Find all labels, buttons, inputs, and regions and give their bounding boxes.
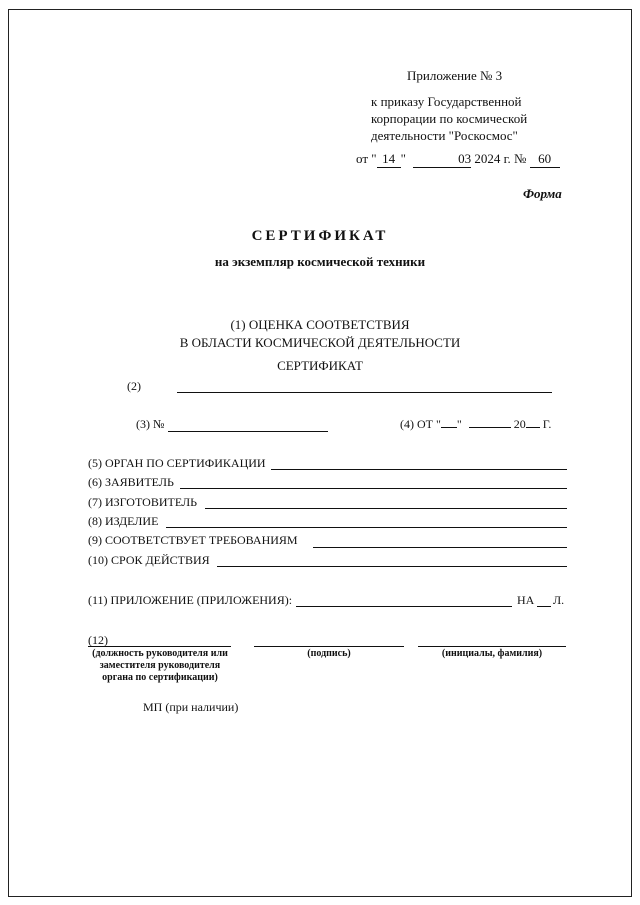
stamp-label: МП (при наличии) <box>143 700 239 714</box>
field-11-pages-line[interactable] <box>537 606 551 607</box>
field-3-line[interactable] <box>168 431 328 432</box>
field-10-line[interactable] <box>217 566 567 567</box>
signature-line[interactable] <box>254 646 404 647</box>
field-5-line[interactable] <box>271 469 567 470</box>
order-day: 14 <box>377 151 401 168</box>
position-line[interactable] <box>88 646 231 647</box>
field-9-label: (9) СООТВЕТСТВУЕТ ТРЕБОВАНИЯМ <box>88 533 298 547</box>
field-4-month-blank[interactable] <box>469 427 511 428</box>
position-caption: (должность руководителя или заместителя руководителя органа по сертификации) <box>92 648 228 683</box>
field-11-on: НА <box>517 593 535 607</box>
order-month: 03 <box>413 151 471 168</box>
field-4-year-blank[interactable] <box>526 427 540 428</box>
order-line-2: корпорации по космической <box>371 111 528 126</box>
field-7-label: (7) ИЗГОТОВИТЕЛЬ <box>88 495 198 509</box>
field-4-day-blank[interactable] <box>441 427 457 428</box>
cert-line-1: (1) ОЦЕНКА СООТВЕТСТВИЯ <box>230 317 410 332</box>
date-quote: " <box>400 151 406 166</box>
name-line[interactable] <box>418 646 566 647</box>
field-2-line[interactable] <box>177 392 552 393</box>
signature-caption: (подпись) <box>307 648 351 659</box>
field-9-line[interactable] <box>313 547 567 548</box>
field-3-label: (3) № <box>136 417 165 431</box>
document-subtitle: на экземпляр космической техники <box>214 254 426 269</box>
name-caption: (инициалы, фамилия) <box>441 648 543 659</box>
field-11-line[interactable] <box>296 606 512 607</box>
cert-line-3: СЕРТИФИКАТ <box>277 358 363 373</box>
field-10-label: (10) СРОК ДЕЙСТВИЯ <box>88 553 210 567</box>
field-6-line[interactable] <box>180 488 567 489</box>
field-4-quote: " <box>456 417 462 431</box>
field-8-label: (8) ИЗДЕЛИЕ <box>88 514 159 528</box>
order-line-1: к приказу Государственной <box>371 94 522 109</box>
date-prefix: от " <box>356 151 377 166</box>
cert-line-2: В ОБЛАСТИ КОСМИЧЕСКОЙ ДЕЯТЕЛЬНОСТИ <box>179 335 461 350</box>
order-year-number-label: 2024 г. № <box>474 151 527 166</box>
field-2-label: (2) <box>127 379 141 393</box>
document-title: СЕРТИФИКАТ <box>251 228 389 244</box>
field-11-l: Л. <box>553 593 565 607</box>
field-8-line[interactable] <box>166 527 567 528</box>
appendix-number: Приложение № 3 <box>407 68 503 83</box>
field-4 <box>400 417 551 432</box>
field-4-year-prefix: 20 <box>513 417 526 431</box>
order-number: 60 <box>530 151 560 168</box>
form-label: Форма <box>523 186 562 201</box>
field-5-label: (5) ОРГАН ПО СЕРТИФИКАЦИИ <box>88 456 266 470</box>
field-4-prefix: (4) ОТ " <box>400 417 441 431</box>
field-11-label: (11) ПРИЛОЖЕНИЕ (ПРИЛОЖЕНИЯ): <box>88 593 293 607</box>
order-line-3: деятельности "Роскосмос" <box>371 128 518 143</box>
field-12-label: (12) <box>88 633 108 647</box>
field-7-line[interactable] <box>205 508 567 509</box>
field-6-label: (6) ЗАЯВИТЕЛЬ <box>88 475 174 489</box>
field-4-suffix: Г. <box>542 417 552 431</box>
document-page <box>8 9 632 897</box>
order-date-line <box>356 151 560 168</box>
